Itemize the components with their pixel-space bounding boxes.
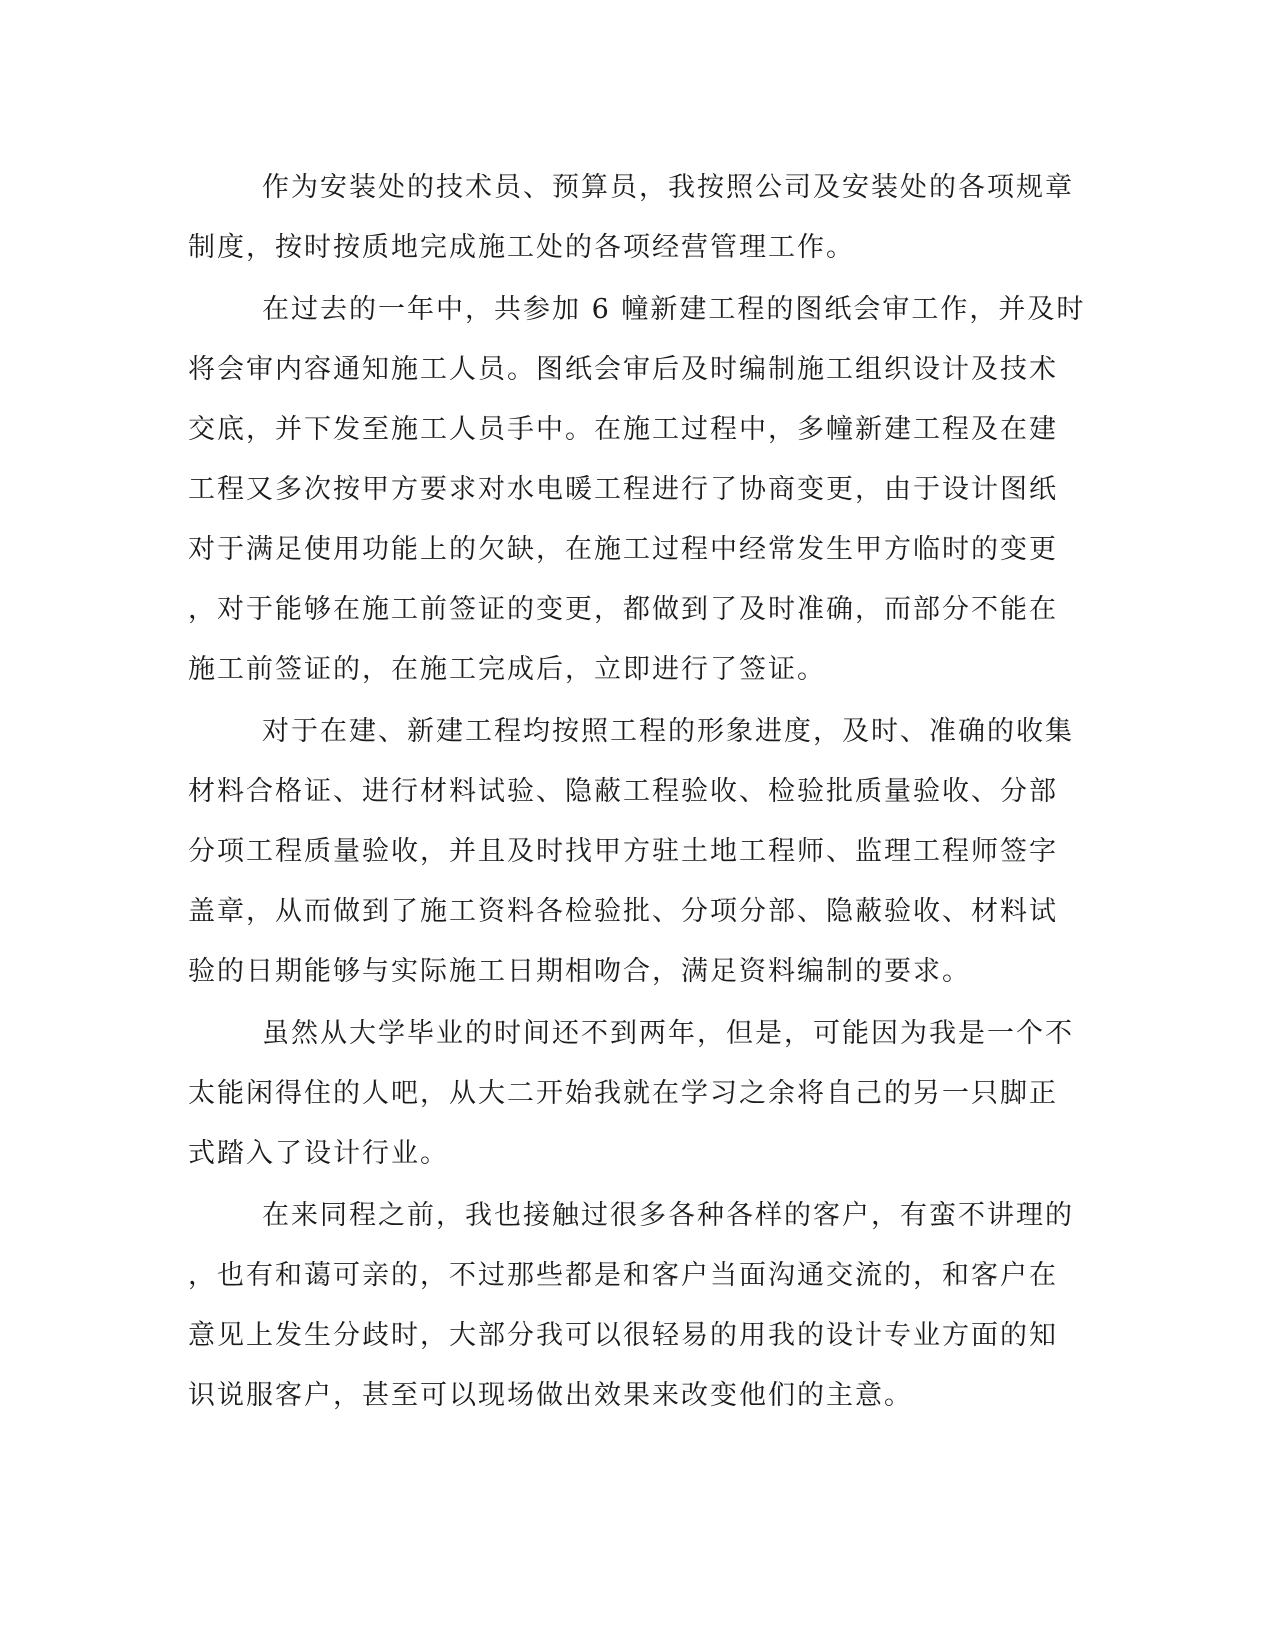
paragraph-3: [188, 702, 1074, 1002]
paragraph-line: 材料合格证、进行材料试验、隐蔽工程验收、检验批质量验收、分部: [188, 776, 1058, 807]
paragraph-line: ，也有和蔼可亲的，不过那些都是和客户当面沟通交流的，和客户在: [188, 1260, 1058, 1291]
paragraph-4: [188, 1004, 1074, 1184]
paragraph-5: [188, 1186, 1074, 1426]
paragraph-line: 识说服客户，甚至可以现场做出效果来改变他们的主意。: [188, 1380, 913, 1411]
paragraph-line: 太能闲得住的人吧，从大二开始我就在学习之余将自己的另一只脚正: [188, 1078, 1058, 1109]
paragraph-line: 工程又多次按甲方要求对水电暖工程进行了协商变更，由于设计图纸: [188, 474, 1058, 505]
paragraph-line: 验的日期能够与实际施工日期相吻合，满足资料编制的要求。: [188, 956, 971, 987]
paragraph-line: 对于满足使用功能上的欠缺，在施工过程中经常发生甲方临时的变更: [188, 534, 1058, 565]
paragraph-line: 意见上发生分歧时，大部分我可以很轻易的用我的设计专业方面的知: [188, 1320, 1058, 1351]
paragraph-line: ，对于能够在施工前签证的变更，都做到了及时准确，而部分不能在: [188, 594, 1058, 625]
paragraph-line: 分项工程质量验收，并且及时找甲方驻土地工程师、监理工程师签字: [188, 836, 1058, 867]
paragraph-line: 作为安装处的技术员、预算员，我按照公司及安装处的各项规章: [262, 172, 1074, 203]
paragraph-line: 盖章，从而做到了施工资料各检验批、分项分部、隐蔽验收、材料试: [188, 896, 1058, 927]
paragraph-line: 施工前签证的，在施工完成后，立即进行了签证。: [188, 654, 826, 685]
paragraph-line: 在过去的一年中，共参加 6 幢新建工程的图纸会审工作，并及时: [262, 294, 1086, 325]
paragraph-line: 虽然从大学毕业的时间还不到两年，但是，可能因为我是一个不: [262, 1018, 1074, 1049]
paragraph-line: 将会审内容通知施工人员。图纸会审后及时编制施工组织设计及技术: [188, 354, 1058, 385]
paragraph-line: 制度，按时按质地完成施工处的各项经营管理工作。: [188, 232, 855, 263]
paragraph-2: [188, 280, 1086, 700]
paragraph-line: 对于在建、新建工程均按照工程的形象进度，及时、准确的收集: [262, 716, 1074, 747]
document-body: [188, 158, 1086, 1426]
paragraph-line: 交底，并下发至施工人员手中。在施工过程中，多幢新建工程及在建: [188, 414, 1058, 445]
paragraph-line: 在来同程之前，我也接触过很多各种各样的客户，有蛮不讲理的: [262, 1200, 1074, 1231]
paragraph-line: 式踏入了设计行业。: [188, 1138, 449, 1169]
paragraph-1: [188, 158, 1074, 278]
